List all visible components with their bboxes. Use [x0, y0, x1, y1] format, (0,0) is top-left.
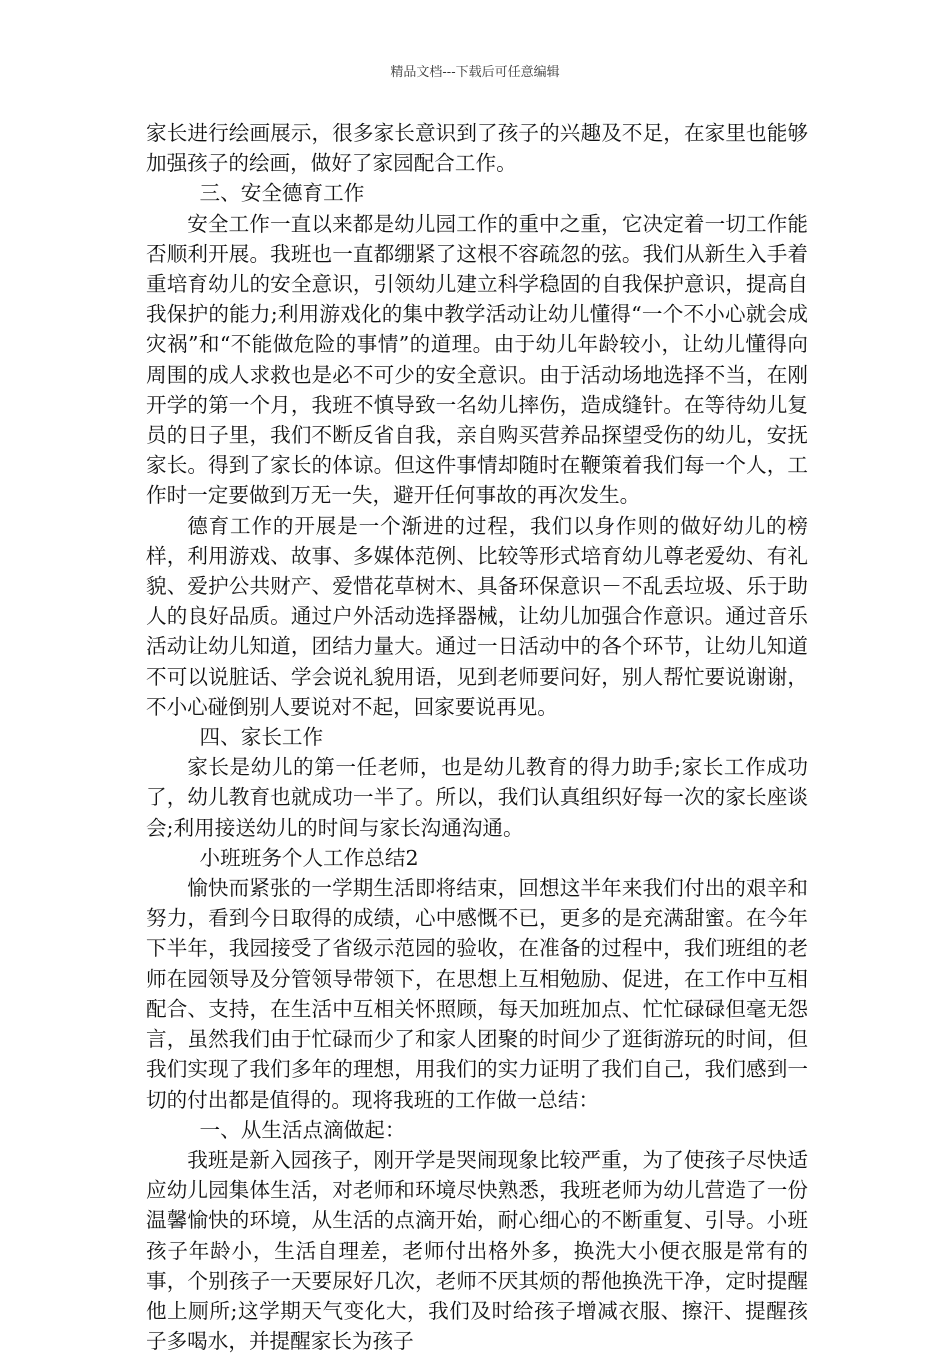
paragraph-semester-intro: 愉快而紧张的一学期生活即将结束，回想这半年来我们付出的艰辛和努力，看到今日取得的成绩，心中感慨不已，更多的是充满甜蜜。在今年下半年，我园接受了省级示范园的验收，在准备的过程中，我们班组的老师在园领导及分管领导带领下，在思想上互相勉励、促进，在工作中互相配合、支持，在生活中互相关怀照顾，每天加班加点、忙忙碌碌但毫无怨言，虽然我们由于忙碌而少了和家人团聚的时间少了逛街游玩的时间，但我们实现了我们多年的理想，用我们的实力证明了我们自己，我们感到一切的付出都是值得的。现将我班的工作做一总结：	[146, 876, 808, 1112]
section-heading-parent-work: 四、家长工作	[199, 725, 324, 750]
paragraph-daily-life: 我班是新入园孩子，刚开学是哭闹现象比较严重，为了使孩子尽快适应幼儿园集体生活，对老师和环境尽快熟悉，我班老师为幼儿营造了一份温馨愉快的环境，从生活的点滴开始，耐心细心的不断重复、引导。小班孩子年龄小，生活自理差，老师付出格外多，换洗大小便衣服是常有的事，个别孩子一天要尿好几次，老师不厌其烦的帮他换洗干净，定时提醒他上厕所;这学期天气变化大，我们及时给孩子增减衣服、擦汗、提醒孩子多喝水，并提醒家长为孩子	[146, 1147, 808, 1354]
section-heading-daily-life: 一、从生活点滴做起：	[199, 1117, 406, 1142]
document-body	[146, 118, 808, 1356]
paragraph-moral-education: 德育工作的开展是一个渐进的过程，我们以身作则的做好幼儿的榜样，利用游戏、故事、多媒体范例、比较等形式培育幼儿尊老爱幼、有礼貌、爱护公共财产、爱惜花草树木、具备环保意识－不乱丢垃圾、乐于助人的良好品质。通过户外活动选择器械，让幼儿加强合作意识。通过音乐活动让幼儿知道，团结力量大。通过一日活动中的各个环节，让幼儿知道不可以说脏话、学会说礼貌用语，见到老师要问好，别人帮忙要说谢谢，不小心碰倒别人要说对不起，回家要说再见。	[146, 513, 808, 719]
paragraph-safety-work: 安全工作一直以来都是幼儿园工作的重中之重，它决定着一切工作能否顺利开展。我班也一直都绷紧了这根不容疏忽的弦。我们从新生入手着重培育幼儿的安全意识，引领幼儿建立科学稳固的自我保护意识，提高自我保护的能力;利用游戏化的集中教学活动让幼儿懂得“一个不小心就会成灾祸”和“不能做危险的事情”的道理。由于幼儿年龄较小，让幼儿懂得向周围的成人求救也是必不可少的安全意识。由于活动场地选择不当，在刚开学的第一个月，我班不慎导致一名幼儿摔伤，造成缝针。在等待幼儿复员的日子里，我们不断反省自我，亲自购买营养品探望受伤的幼儿，安抚家长。得到了家长的体谅。但这件事情却随时在鞭策着我们每一个人，工作时一定要做到万无一失，避开任何事故的再次发生。	[146, 211, 808, 508]
page-header: 精品文档---下载后可任意编辑	[390, 65, 560, 80]
section-heading-safety-moral: 三、安全德育工作	[199, 181, 365, 206]
paragraph-parent-work: 家长是幼儿的第一任老师，也是幼儿教育的得力助手;家长工作成功了，幼儿教育也就成功一半了。所以，我们认真组织好每一次的家长座谈会;利用接送幼儿的时间与家长沟通沟通。	[146, 755, 808, 840]
document-subtitle: 小班班务个人工作总结2	[199, 845, 419, 870]
paragraph-continued: 家长进行绘画展示，很多家长意识到了孩子的兴趣及不足，在家里也能够加强孩子的绘画，做好了家园配合工作。	[146, 121, 808, 176]
